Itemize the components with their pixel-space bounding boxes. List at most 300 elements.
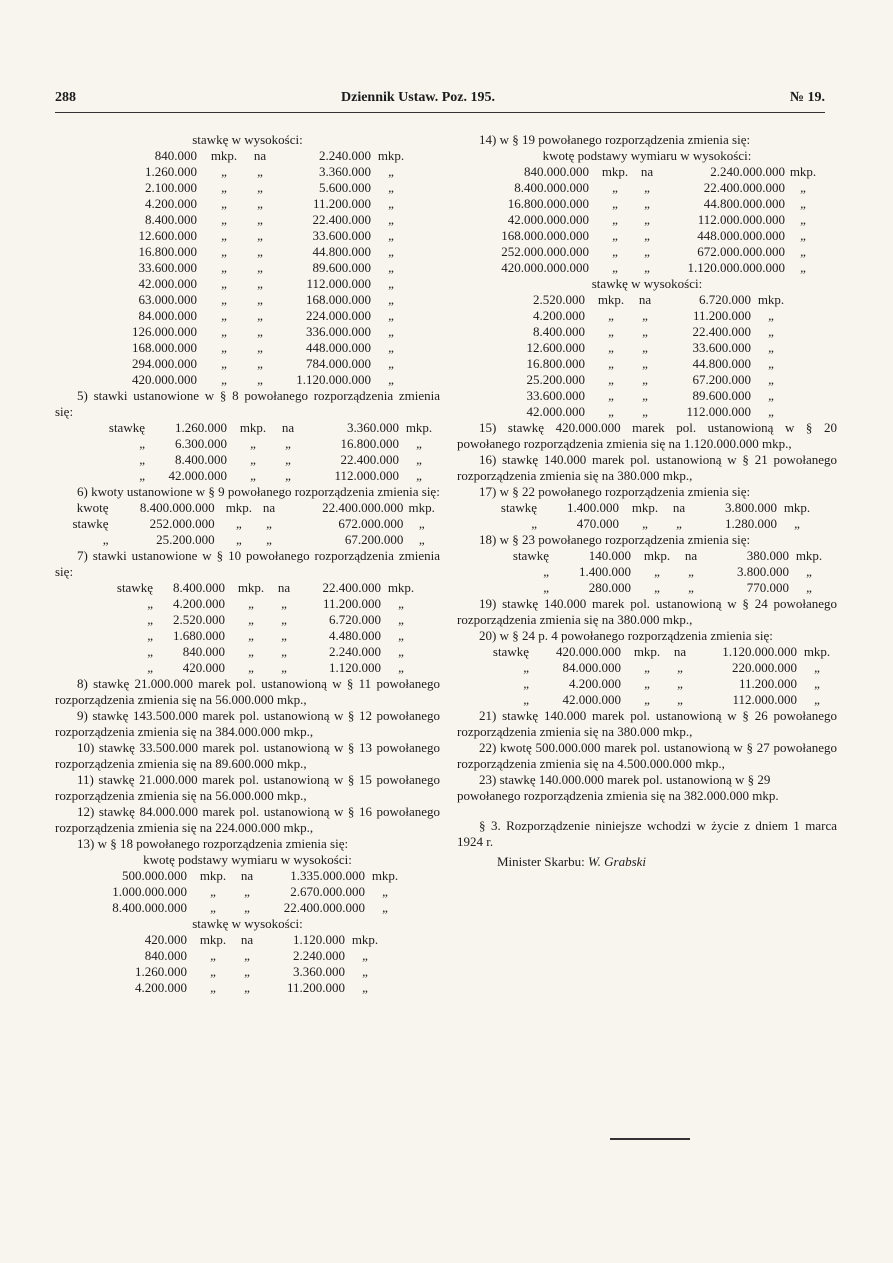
table-cell: stawkę [500,500,537,515]
table-cell: „ [235,532,242,547]
left-column [55,132,440,996]
table-cell: 84.000.000 [138,308,197,323]
table-row [457,212,837,228]
table-cell: „ [257,260,263,275]
table-cell: „ [800,212,806,227]
table-cell: 16.800.000.000 [507,196,589,211]
table-cell: 1.280.000 [725,516,777,531]
table-row [457,516,837,532]
table-cell: „ [235,516,242,531]
paragraph-15: 15) stawkę 420.000.000 marek pol. ustanowioną w § 20 powołanego rozporządzenia zmienia się na 1.120.000.000 mkp., [457,420,837,451]
table-cell: „ [523,692,529,707]
table-row [457,180,837,196]
table-cell: 42.000.000 [562,692,621,707]
table-row [55,980,440,996]
table-cell: 33.600.000 [312,228,371,243]
table-cell: „ [612,260,618,275]
table-cell: 16.800.000 [526,356,585,371]
table-cell: „ [677,676,683,691]
table-cell: mkp. [601,164,629,179]
table-cell: 22.400.000 [692,324,751,339]
table-cell: 2.240.000.000 [710,164,785,179]
paragraph-16: 16) stawkę 140.000 marek pol. ustanowioną w § 21 powołanego rozporządzenia zmienia się na 380.000 mkp., [457,452,837,483]
table-cell: na [281,420,295,435]
table-cell: 6.720.000 [329,612,381,627]
issue-number: № 19. [789,90,825,105]
table-cell: „ [388,196,394,211]
table-cell: 1.120.000.000 [296,372,371,387]
table-cell: mkp. [239,420,267,435]
table-cell: „ [523,660,529,675]
table-cell: „ [388,212,394,227]
paragraph-23: 23) stawkę 140.000.000 marek pol. ustanowioną w § 29 powołanego rozporządzenia zmienia się na 382.000.000 mkp. [457,772,779,803]
table-cell: „ [642,356,648,371]
table-cell: 168.000.000.000 [501,228,589,243]
table-cell: „ [388,244,394,259]
table-cell: „ [221,276,227,291]
table-cell: „ [806,564,812,579]
table-row [55,196,440,212]
table-row [55,148,440,164]
page-header [55,90,825,114]
table-cell: „ [257,164,263,179]
table-cell: 22.400.000 [340,452,399,467]
table-cell: 2.240.000 [293,948,345,963]
table-cell: „ [677,660,683,675]
table-cell: „ [608,340,614,355]
table-cell: 5.600.000 [319,180,371,195]
table-row [457,164,837,180]
table-cell: „ [814,676,820,691]
rate-table [457,548,837,596]
table-cell: „ [608,324,614,339]
closing-rule [610,1138,690,1140]
table-row [55,292,440,308]
paragraph-12: 12) stawkę 84.000.000 marek pol. ustanowioną w § 16 powołanego rozporządzenia zmienia się na 224.000.000 mkp., [55,804,440,835]
table-cell: 4.200.000 [173,596,225,611]
table-cell: 252.000.000.000 [501,244,589,259]
table-row [55,436,440,452]
table-cell: „ [612,244,618,259]
table-cell: 280.000 [588,580,631,595]
table-cell: 33.600.000 [692,340,751,355]
signature-line [457,854,837,870]
table-cell: na [640,164,654,179]
table-cell: mkp. [377,148,405,163]
rate-intro: stawkę w wysokości: [192,916,303,931]
table-cell: stawkę [108,420,145,435]
table-row [55,356,440,372]
table-cell: kwotę [76,500,109,515]
table-cell: „ [388,164,394,179]
table-cell: „ [768,404,774,419]
table-cell: „ [388,308,394,323]
table-cell: „ [362,980,368,995]
table-cell: 3.360.000 [319,164,371,179]
base-table [55,868,440,916]
table-cell: „ [147,628,153,643]
table-cell: „ [642,404,648,419]
table-row [55,868,440,884]
table-cell: „ [612,212,618,227]
table-cell: 500.000.000 [122,868,187,883]
table-cell: 11.200.000 [692,308,751,323]
table-cell: 112.000.000 [732,692,797,707]
table-cell: 42.000.000 [138,276,197,291]
table-cell: „ [248,596,254,611]
table-cell: „ [139,436,145,451]
table-cell: 8.400.000 [145,212,197,227]
table-cell: „ [281,628,287,643]
table-cell: 22.400.000.000 [322,500,404,515]
table-cell: 3.360.000 [293,964,345,979]
table-cell: 1.120.000 [293,932,345,947]
table-cell: „ [800,260,806,275]
table-cell: „ [388,324,394,339]
table-cell: „ [644,244,650,259]
table-row [55,180,440,196]
table-cell: „ [654,580,660,595]
table-row [55,164,440,180]
table-cell: „ [281,596,287,611]
table-cell: 6.300.000 [175,436,227,451]
table-cell: 89.600.000 [692,388,751,403]
table-cell: 42.000.000 [526,404,585,419]
table-cell: „ [102,532,109,547]
table-row [55,340,440,356]
table-cell: „ [644,228,650,243]
table-cell: 25.200.000 [526,372,585,387]
table-cell: mkp. [795,548,823,563]
table-cell: 11.200.000 [312,196,371,211]
rate-intro: stawkę w wysokości: [192,132,303,147]
table-cell: 1.260.000 [175,420,227,435]
table-cell: 770.000 [746,580,789,595]
table-cell: na [277,580,291,595]
table-cell: 1.400.000 [567,500,619,515]
table-cell: mkp. [371,868,399,883]
table-cell: „ [531,516,537,531]
table-row [457,308,837,324]
rate-table [457,292,837,420]
table-row [457,324,837,340]
table-cell: „ [398,628,404,643]
table-cell: 336.000.000 [306,324,371,339]
table-row [55,324,440,340]
table-cell: „ [800,180,806,195]
table-row [55,308,440,324]
table-cell: 1.120.000.000.000 [687,260,785,275]
table-row [55,612,440,628]
table-cell: „ [250,468,256,483]
table-cell: „ [418,516,425,531]
table-cell: 448.000.000.000 [697,228,785,243]
paragraph-10: 10) stawkę 33.500.000 marek pol. ustanowioną w § 13 powołanego rozporządzenia zmienia się na 89.600.000 mkp., [55,740,440,771]
table-cell: „ [257,228,263,243]
table-cell: „ [221,324,227,339]
table-cell: „ [644,676,650,691]
table-cell: 63.000.000 [138,292,197,307]
table-row [55,212,440,228]
paragraph-21: 21) stawkę 140.000 marek pol. ustanowioną w § 26 powołanego rozporządzenia zmienia się na 380.000 mkp., [457,708,837,739]
paragraph-18: 18) w § 23 powołanego rozporządzenia zmienia się: [479,532,751,547]
table-cell: „ [210,948,216,963]
table-cell: 4.200.000 [569,676,621,691]
table-cell: 2.520.000 [173,612,225,627]
table-cell: 89.600.000 [312,260,371,275]
table-cell: mkp. [387,580,415,595]
table-row [55,500,440,516]
table-cell: mkp. [405,420,433,435]
table-cell: „ [398,596,404,611]
table-cell: „ [257,180,263,195]
rate-table [457,500,837,532]
table-row [457,660,837,676]
table-cell: „ [285,436,291,451]
table-cell: 140.000 [588,548,631,563]
table-cell: 4.200.000 [533,308,585,323]
table-cell: 1.680.000 [173,628,225,643]
table-cell: „ [794,516,800,531]
table-cell: „ [654,564,660,579]
table-cell: 33.600.000 [526,388,585,403]
table-cell: stawkę [492,644,529,659]
table-cell: „ [139,468,145,483]
table-row [457,564,837,580]
table-cell: 840.000 [154,148,197,163]
table-row [457,244,837,260]
table-cell: „ [676,516,682,531]
table-cell: mkp. [199,868,227,883]
table-cell: „ [244,884,250,899]
table-cell: „ [388,356,394,371]
table-cell: „ [768,388,774,403]
table-cell: 44.800.000.000 [703,196,785,211]
table-cell: 1.335.000.000 [290,868,365,883]
paragraph-20: 20) w § 24 p. 4 powołanego rozporządzenia zmienia się: [479,628,773,643]
table-row [457,676,837,692]
table-cell: „ [398,644,404,659]
table-cell: „ [388,228,394,243]
table-row [55,260,440,276]
table-cell: „ [814,692,820,707]
table-cell: 168.000.000 [132,340,197,355]
table-cell: 448.000.000 [306,340,371,355]
paragraph-7: 7) stawki ustanowione w § 10 powołanego rozporządzenia zmienia się: [55,548,440,579]
table-cell: 44.800.000 [692,356,751,371]
table-cell: „ [642,324,648,339]
table-cell: „ [416,452,422,467]
table-cell: „ [221,196,227,211]
table-cell: „ [285,452,291,467]
table-row [55,644,440,660]
table-cell: 11.200.000 [286,980,345,995]
table-cell: „ [398,612,404,627]
table-row [457,388,837,404]
table-cell: 168.000.000 [306,292,371,307]
table-cell: 1.400.000 [579,564,631,579]
table-row [55,372,440,388]
table-row [55,244,440,260]
rate-table [55,420,440,484]
table-cell: „ [257,212,263,227]
table-cell: 112.000.000 [334,468,399,483]
table-cell: mkp. [210,148,238,163]
table-cell: 220.000.000 [732,660,797,675]
table-cell: „ [388,260,394,275]
paragraph-11: 11) stawkę 21.000.000 marek pol. ustanowioną w § 15 powołanego rozporządzenia zmienia się na 56.000.000 mkp., [55,772,440,803]
table-cell: „ [257,324,263,339]
table-row [55,452,440,468]
rate-table [55,148,440,388]
table-cell: „ [281,644,287,659]
table-cell: 16.800.000 [340,436,399,451]
table-cell: „ [644,180,650,195]
table-cell: „ [244,900,250,915]
table-cell: na [673,644,687,659]
table-cell: 67.200.000 [344,532,404,547]
table-cell: stawkę [72,516,109,531]
table-cell: „ [688,580,694,595]
table-cell: „ [416,436,422,451]
table-cell: „ [147,612,153,627]
table-cell: 1.260.000 [145,164,197,179]
table-row [457,260,837,276]
table-cell: „ [382,884,388,899]
table-cell: „ [800,196,806,211]
table-cell: „ [257,308,263,323]
table-cell: mkp. [789,164,817,179]
table-row [55,420,440,436]
table-cell: „ [416,468,422,483]
table-cell: 33.600.000 [138,260,197,275]
table-cell: „ [612,180,618,195]
table-cell: „ [266,532,272,547]
table-row [55,532,440,548]
table-cell: 672.000.000.000 [697,244,785,259]
table-cell: „ [221,164,227,179]
table-cell: na [638,292,652,307]
table-cell: „ [257,276,263,291]
table-cell: „ [644,692,650,707]
table-cell: „ [244,948,250,963]
table-cell: „ [642,516,648,531]
table-cell: „ [768,372,774,387]
table-row [457,548,837,564]
table-cell: „ [139,452,145,467]
table-cell: „ [398,660,404,675]
table-cell: 2.520.000 [533,292,585,307]
table-cell: „ [768,356,774,371]
table-cell: mkp. [757,292,785,307]
table-cell: „ [806,580,812,595]
rate-table [457,644,837,708]
table-cell: „ [210,964,216,979]
table-cell: „ [382,900,388,915]
table-cell: „ [612,228,618,243]
table-cell: 1.260.000 [135,964,187,979]
table-row [55,628,440,644]
table-cell: „ [642,372,648,387]
signature-name: W. Grabski [588,854,647,869]
table-cell: „ [523,676,529,691]
table-row [55,884,440,900]
table-cell: na [684,548,698,563]
table-cell: 1.120.000.000 [722,644,797,659]
table-cell: „ [147,644,153,659]
table-cell: 67.200.000 [692,372,751,387]
table-cell: „ [221,260,227,275]
table-cell: 16.800.000 [138,244,197,259]
table-cell: 8.400.000 [533,324,585,339]
table-cell: mkp. [633,644,661,659]
table-cell: „ [608,308,614,323]
table-cell: „ [248,628,254,643]
table-cell: 8.400.000.000 [514,180,589,195]
table-cell: 8.400.000 [173,580,225,595]
table-cell: „ [362,948,368,963]
table-cell: „ [250,452,256,467]
rate-table [55,932,440,996]
table-cell: na [672,500,686,515]
table-row [457,692,837,708]
table-cell: „ [221,180,227,195]
table-cell: „ [388,292,394,307]
table-cell: na [262,500,276,515]
table-row [55,596,440,612]
table-cell: „ [388,340,394,355]
table-cell: „ [608,356,614,371]
table-cell: 11.200.000 [738,676,797,691]
table-cell: 42.000.000 [168,468,227,483]
table-cell: „ [257,372,263,387]
table-cell: „ [800,228,806,243]
table-cell: „ [642,388,648,403]
table-cell: 420.000 [182,660,225,675]
table-row [55,228,440,244]
table-cell: „ [221,228,227,243]
table-cell: „ [210,900,216,915]
section-3: § 3. Rozporządzenie niniejsze wchodzi w życie z dniem 1 marca 1924 r. [457,818,837,849]
table-cell: „ [221,292,227,307]
table-cell: 380.000 [746,548,789,563]
paragraph-9: 9) stawkę 143.500.000 marek pol. ustanowioną w § 12 powołanego rozporządzenia zmienia się na 384.000.000 mkp., [55,708,440,739]
table-cell: „ [285,468,291,483]
table-cell: 3.800.000 [737,564,789,579]
table-cell: „ [210,884,216,899]
table-cell: „ [257,196,263,211]
table-cell: „ [642,340,648,355]
table-cell: 8.400.000 [175,452,227,467]
rate-table [55,500,440,548]
paragraph-8: 8) stawkę 21.000.000 marek pol. ustanowioną w § 11 powołanego rozporządzenia zmienia się na 56.000.000 mkp., [55,676,440,707]
table-cell: 2.240.000 [319,148,371,163]
signature-role: Minister Skarbu: [497,854,585,869]
table-cell: „ [257,340,263,355]
table-row [457,580,837,596]
table-cell: 4.200.000 [135,980,187,995]
table-cell: mkp. [225,500,253,515]
table-cell: „ [221,372,227,387]
table-cell: 2.240.000 [329,644,381,659]
table-cell: 8.400.000.000 [112,900,187,915]
table-cell: „ [612,196,618,211]
table-cell: 420.000.000.000 [501,260,589,275]
table-cell: 1.000.000.000 [112,884,187,899]
table-cell: 112.000.000 [686,404,751,419]
table-cell: mkp. [803,644,831,659]
table-cell: mkp. [631,500,659,515]
